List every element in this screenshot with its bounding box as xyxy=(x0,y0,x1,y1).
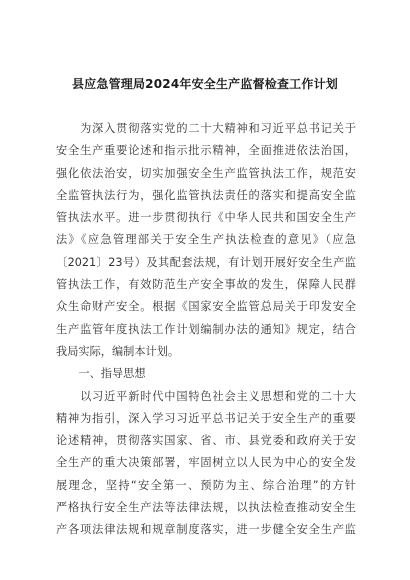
paragraph-line: 展理念，坚持“安全第一、预防为主、综合治理”的方针 xyxy=(56,478,356,492)
paragraph-line: 精神为指引，深入学习习近平总书记关于安全生产的重要 xyxy=(56,411,356,425)
paragraph-line: 我局实际，编制本计划。 xyxy=(56,344,180,358)
paragraph-line: 管执法水平。进一步贯彻执行《中华人民共和国安全生产 xyxy=(56,211,356,225)
paragraph-line: 安全生产重要论述和指示批示精神，全面推进依法治国， xyxy=(56,144,356,158)
paragraph-line: 强化依法治安，切实加强安全生产监管执法工作，规范安 xyxy=(56,166,356,180)
document-title: 县应急管理局2024年安全生产监督检查工作计划 xyxy=(71,77,338,91)
paragraph-line: 生产监管年度执法工作计划编制办法的通知》规定，结合 xyxy=(56,322,356,336)
paragraph-line: 管执法工作，有效防范生产安全事故的发生，保障人民群 xyxy=(56,278,356,292)
paragraph-line: 严格执行安全生产法等法律法规，以执法检查推动安全生 xyxy=(56,501,356,515)
section-heading: 一、指导思想 xyxy=(56,367,146,381)
paragraph-line: 众生命财产安全。根据《国家安全监管总局关于印发安全 xyxy=(56,300,356,314)
paragraph-line: 全生产的重大决策部署，牢固树立以人民为中心的安全发 xyxy=(56,456,356,470)
paragraph-line: 为深入贯彻落实党的二十大精神和习近平总书记关于 xyxy=(56,122,356,135)
paragraph-line: 产各项法律法规和规章制度落实，进一步健全安全生产监 xyxy=(56,523,356,537)
paragraph-line: 法》《应急管理部关于安全生产执法检查的意见》（应急 xyxy=(56,233,356,247)
document-body xyxy=(56,118,356,542)
paragraph-line: 〔2021〕23号）及其配套法规，有计划开展好安全生产监 xyxy=(56,255,356,269)
paragraph-line: 论述精神，贯彻落实国家、省、市、县党委和政府关于安 xyxy=(56,434,356,448)
paragraph-line: 以习近平新时代中国特色社会主义思想和党的二十大 xyxy=(56,389,356,403)
paragraph-line: 全监管执法行为，强化监管执法责任的落实和提高安全监 xyxy=(56,188,356,202)
